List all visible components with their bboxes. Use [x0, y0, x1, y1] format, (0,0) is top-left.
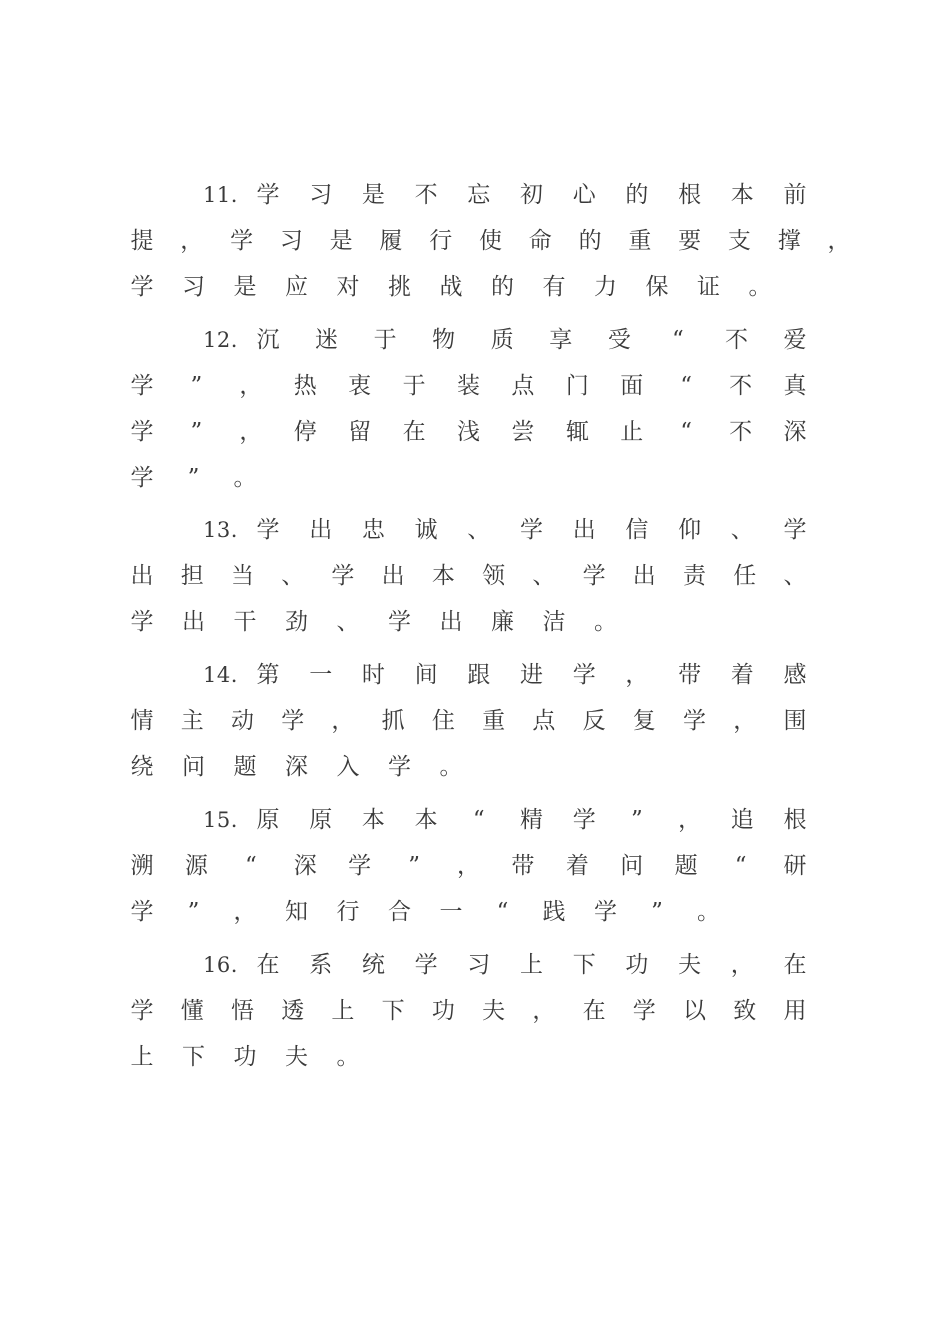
text-char: 深 [783, 419, 807, 445]
text-char: 知 [285, 899, 308, 925]
text-char: ， [733, 708, 757, 734]
text-char: 真 [783, 373, 807, 399]
text-char: 带 [678, 662, 702, 688]
text-char: 学 [230, 228, 254, 254]
text-char: 以 [683, 998, 707, 1024]
text-char: ， [730, 952, 754, 978]
text-char: 学 [572, 807, 596, 833]
text-char: 是 [361, 182, 385, 208]
text-char: ” [190, 419, 203, 445]
text-char: 领 [482, 563, 506, 589]
text-char: 、 [281, 563, 305, 589]
text-char: 感 [783, 662, 807, 688]
text-char: 对 [336, 274, 360, 300]
text-char: 责 [683, 563, 707, 589]
text-char: 。 [233, 465, 257, 491]
text-char: 忠 [361, 517, 385, 543]
text-char: 下 [572, 952, 596, 978]
text-char: 题 [674, 853, 698, 879]
text-char: 本 [431, 563, 455, 589]
text-char: 诚 [414, 517, 438, 543]
text-char: 深 [285, 754, 308, 780]
text-char: 提 [130, 228, 154, 254]
text-char: 夫 [482, 998, 506, 1024]
text-char: 出 [309, 517, 333, 543]
text-char: 受 [607, 327, 631, 353]
text-char: 透 [281, 998, 305, 1024]
text-char: 出 [182, 609, 205, 635]
text-char: “ [244, 853, 257, 879]
text-char: 。 [439, 754, 463, 780]
text-char: 的 [625, 182, 649, 208]
text-char: 一 [309, 662, 333, 688]
text-char: 功 [431, 998, 455, 1024]
text-char: 留 [348, 419, 372, 445]
text-char: 一 [439, 899, 463, 925]
text-char: 不 [724, 327, 748, 353]
text-char: 学 [783, 517, 807, 543]
text-char: ， [532, 998, 556, 1024]
text-char: 原 [309, 807, 333, 833]
text-char: 不 [729, 373, 753, 399]
text-char: 衷 [348, 373, 372, 399]
text-char: 停 [293, 419, 317, 445]
text-char: 学 [130, 609, 154, 635]
text-char: 挑 [388, 274, 411, 300]
text-char: 用 [783, 998, 807, 1024]
text-char: 研 [783, 853, 807, 879]
text-char: 重 [482, 708, 506, 734]
text-char: 夫 [678, 952, 702, 978]
text-char: 学 [594, 899, 617, 925]
text-char: 尝 [511, 419, 535, 445]
text-char: 主 [180, 708, 204, 734]
text-char: “ [680, 373, 693, 399]
text-char: 源 [184, 853, 208, 879]
text-char: 着 [730, 662, 754, 688]
text-char: 、 [467, 517, 491, 543]
text-char: ” [190, 373, 203, 399]
text-char: 沉 [256, 327, 280, 353]
text-char: 享 [549, 327, 573, 353]
text-char: 学 [130, 998, 154, 1024]
text-char: 止 [620, 419, 644, 445]
text-char: 出 [439, 609, 463, 635]
text-char: 功 [625, 952, 649, 978]
text-char: 本 [414, 807, 438, 833]
text-char: 劲 [285, 609, 308, 635]
text-char: 学 [130, 419, 154, 445]
text-char: 学 [520, 517, 543, 543]
text-char: 出 [632, 563, 656, 589]
text-char: 热 [293, 373, 317, 399]
text-char: 溯 [130, 853, 154, 879]
text-char: 保 [645, 274, 669, 300]
text-char: 根 [783, 807, 807, 833]
text-char: 。 [697, 899, 720, 925]
text-char: 装 [457, 373, 480, 399]
text-char: 学 [414, 952, 438, 978]
text-char: 、 [730, 517, 754, 543]
text-char: ” [187, 465, 200, 491]
text-char: 的 [491, 274, 514, 300]
text-char: 浅 [457, 419, 480, 445]
text-char: 。 [336, 1044, 360, 1070]
text-char: 精 [520, 807, 543, 833]
text-char: ” [408, 853, 420, 879]
text-char: 迷 [315, 327, 339, 353]
text-char: 要 [678, 228, 702, 254]
text-char: 洁 [542, 609, 566, 635]
text-char: ， [233, 899, 257, 925]
text-char: 上 [520, 952, 543, 978]
text-char: 学 [256, 517, 280, 543]
text-char: 上 [331, 998, 355, 1024]
text-char: 本 [361, 807, 385, 833]
text-char: 、 [336, 609, 360, 635]
text-char: 廉 [491, 609, 514, 635]
text-char: 第 [256, 662, 280, 688]
text-char: “ [472, 807, 485, 833]
paragraph-number: 16. [203, 953, 238, 977]
text-char: “ [671, 327, 684, 353]
text-char: 情 [130, 708, 154, 734]
text-char: ， [827, 228, 851, 254]
text-char: “ [680, 419, 693, 445]
text-char: 的 [578, 228, 602, 254]
text-char: 根 [678, 182, 702, 208]
text-char: 是 [233, 274, 257, 300]
text-char: 。 [594, 609, 617, 635]
text-char: 统 [361, 952, 385, 978]
text-char: “ [496, 899, 509, 925]
text-char: 围 [783, 708, 807, 734]
text-char: 应 [285, 274, 308, 300]
text-char: 重 [628, 228, 652, 254]
text-char: ” [187, 899, 200, 925]
text-char: 进 [520, 662, 543, 688]
text-char: 动 [230, 708, 254, 734]
text-char: 证 [697, 274, 720, 300]
text-char: 命 [528, 228, 552, 254]
text-char: 于 [373, 327, 397, 353]
text-char: 初 [520, 182, 543, 208]
text-char: ， [678, 807, 702, 833]
text-char: 、 [783, 563, 807, 589]
text-char: 习 [182, 274, 205, 300]
text-char: 辄 [565, 419, 589, 445]
text-char: 学 [256, 182, 280, 208]
text-char: ， [331, 708, 355, 734]
text-char: 支 [727, 228, 751, 254]
text-char: 撑 [777, 228, 801, 254]
text-char: 着 [565, 853, 589, 879]
text-char: 学 [582, 563, 606, 589]
paragraph-number: 13. [203, 518, 238, 542]
text-char: 在 [256, 952, 280, 978]
text-char: 上 [130, 1044, 154, 1070]
text-char: 在 [402, 419, 426, 445]
text-char: 。 [748, 274, 772, 300]
text-char: 夫 [285, 1044, 308, 1070]
text-char: 不 [729, 419, 753, 445]
text-char: 是 [329, 228, 353, 254]
text-char: 悟 [230, 998, 254, 1024]
text-char: 原 [256, 807, 280, 833]
text-char: 学 [572, 662, 596, 688]
text-char: 问 [182, 754, 205, 780]
paragraph-number: 14. [203, 663, 238, 687]
text-char: 追 [730, 807, 754, 833]
text-char: 习 [309, 182, 333, 208]
text-char: ” [651, 899, 663, 925]
text-char: 使 [479, 228, 502, 254]
text-char: 出 [130, 563, 154, 589]
text-char: ， [625, 662, 649, 688]
text-char: 反 [582, 708, 606, 734]
text-char: 质 [490, 327, 514, 353]
text-char: 合 [388, 899, 411, 925]
text-char: 点 [511, 373, 535, 399]
text-char: 习 [467, 952, 491, 978]
text-char: 功 [233, 1044, 257, 1070]
text-char: 致 [733, 998, 757, 1024]
text-char: 行 [429, 228, 453, 254]
text-char: 间 [414, 662, 438, 688]
text-char: ， [239, 419, 263, 445]
text-char: 担 [180, 563, 204, 589]
text-char: 干 [233, 609, 257, 635]
text-char: 当 [230, 563, 254, 589]
text-char: 不 [414, 182, 438, 208]
text-char: 跟 [467, 662, 491, 688]
text-char: 本 [730, 182, 754, 208]
text-char: 学 [130, 899, 154, 925]
text-char: 前 [783, 182, 807, 208]
text-char: 带 [511, 853, 535, 879]
text-char: 忘 [467, 182, 491, 208]
text-char: ” [631, 807, 643, 833]
text-char: 战 [439, 274, 463, 300]
text-char: 下 [381, 998, 405, 1024]
text-char: 爱 [783, 327, 807, 353]
text-char: 抓 [381, 708, 405, 734]
text-char: 践 [542, 899, 566, 925]
text-char: 学 [683, 708, 707, 734]
text-char: 有 [542, 274, 566, 300]
text-char: 在 [783, 952, 807, 978]
text-char: 学 [388, 754, 411, 780]
text-char: 绕 [130, 754, 154, 780]
paragraph-number: 15. [203, 808, 238, 832]
text-char: 在 [582, 998, 606, 1024]
text-char: 任 [733, 563, 757, 589]
text-char: 力 [594, 274, 617, 300]
text-char: 系 [309, 952, 333, 978]
text-char: 信 [625, 517, 649, 543]
text-char: 行 [336, 899, 360, 925]
text-char: 物 [432, 327, 456, 353]
text-char: 学 [281, 708, 305, 734]
text-char: 门 [565, 373, 589, 399]
text-char: 问 [620, 853, 644, 879]
paragraph-number: 11. [203, 183, 238, 207]
text-char: 懂 [180, 998, 204, 1024]
text-char: 学 [348, 853, 372, 879]
text-char: 学 [130, 274, 154, 300]
text-char: 题 [233, 754, 257, 780]
text-char: “ [734, 853, 747, 879]
text-char: 出 [381, 563, 405, 589]
text-char: 履 [379, 228, 403, 254]
text-char: ， [457, 853, 480, 879]
text-char: 于 [402, 373, 426, 399]
text-char: 入 [336, 754, 360, 780]
text-char: 点 [532, 708, 556, 734]
text-char: 心 [572, 182, 596, 208]
text-char: 时 [361, 662, 385, 688]
text-char: 、 [532, 563, 556, 589]
text-char: 深 [293, 853, 317, 879]
text-char: 学 [130, 373, 154, 399]
text-char: 面 [620, 373, 644, 399]
text-char: ， [180, 228, 204, 254]
text-char: 住 [431, 708, 455, 734]
text-char: 复 [632, 708, 656, 734]
text-char: 习 [279, 228, 303, 254]
text-char: 学 [130, 465, 154, 491]
text-char: 学 [632, 998, 656, 1024]
text-char: 学 [388, 609, 411, 635]
text-char: ， [239, 373, 263, 399]
text-char: 仰 [678, 517, 702, 543]
text-char: 出 [572, 517, 596, 543]
text-char: 学 [331, 563, 355, 589]
text-char: 下 [182, 1044, 205, 1070]
paragraph-number: 12. [203, 328, 238, 352]
